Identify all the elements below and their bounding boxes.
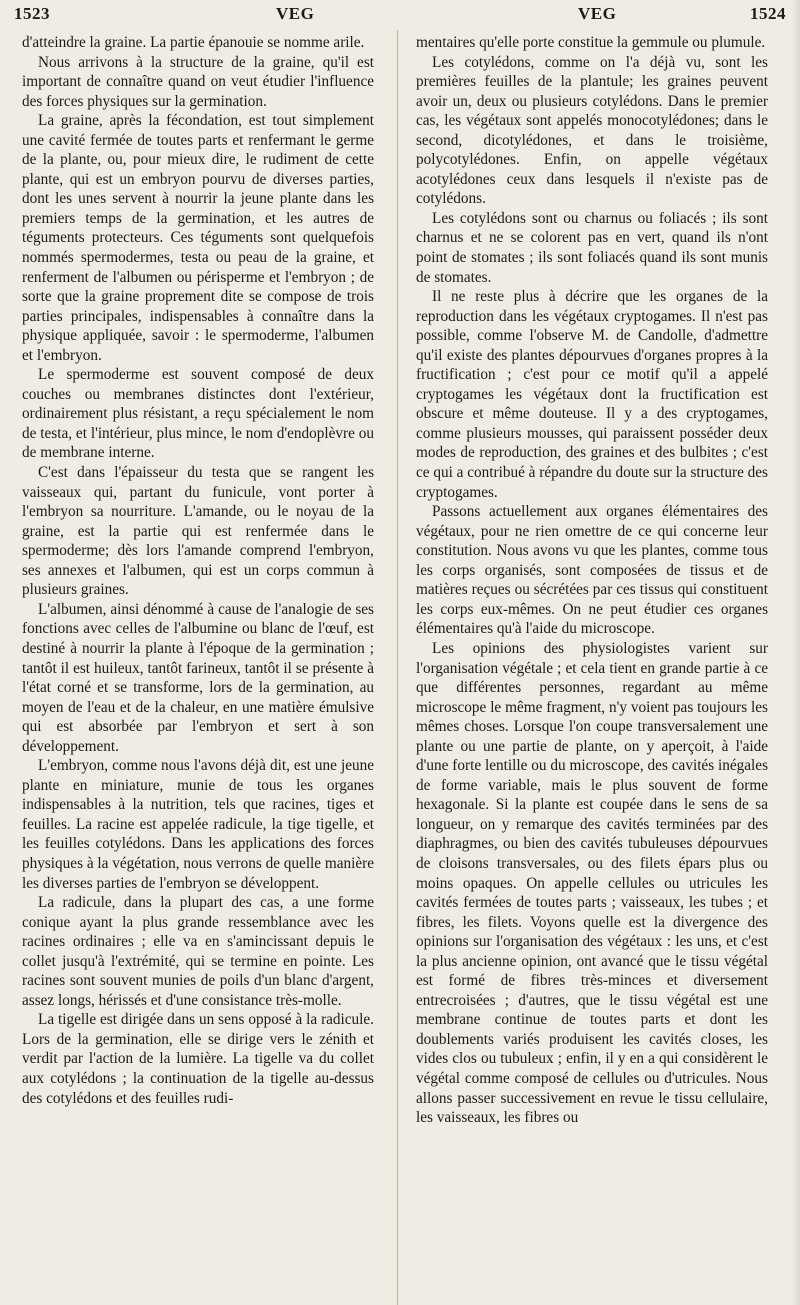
- paragraph: Les opinions des physiologistes varient sur l'organisation végétale ; et cela tient en grande partie à ce que différentes personnes, regardant au même microscope le même fragment, n'y voient pas toujours les mêmes choses. Lorsque l'on coupe transversalement une plante ou une partie de plante, on y aperçoit, à l'aide d'une forte lentille ou du microscope, des cavités inégales de forme variable, mais le plus souvent de forme hexagonale. Si la plante est coupée dans le sens de sa longueur, on y remarque des cavités terminées par des diaphragmes, ou bien des cavités tubuleuses dépourvues de cloisons transversales, ou des filets épars plus ou moins opaques. On appelle cellules ou utricules les cavités fermées de toutes parts ; vaisseaux, les tubes ; et fibres, les filets. Voyons quelle est la divergence des opinions sur l'organisation des végétaux : les uns, et c'est la plus ancienne opinion, ont avancé que le tissu végétal est formé de fibres très-minces et diversement entrecroisées ; d'autres, que le tissu végétal est une membrane continue de toutes parts et dont les doublements variés produisent les cavités closes, les vides clos ou tubuleux ; enfin, il y en a qui considèrent le végétal comme composé de cellules ou d'utricules. Nous allons passer successivement en revue le tissu cellulaire, les vaisseaux, les fibres ou: [416, 639, 768, 1127]
- left-guide-word: VEG: [276, 4, 315, 23]
- right-page-number: 1524: [750, 4, 786, 23]
- page-edge-shadow: [792, 0, 800, 1305]
- column-divider: [397, 30, 398, 1305]
- paragraph: mentaires qu'elle porte constitue la gemmule ou plumule.: [416, 34, 766, 51]
- paragraph: Les cotylédons, comme on l'a déjà vu, sont les premières feuilles de la plantule; les graines peuvent avoir un, deux ou plusieurs cotylédons. Dans le premier cas, les végétaux sont appelés monocotylédones; dans le second, dicotylédones, et dans le troisième, polycotylédones. Enfin, on appelle végétaux acotylédones ceux dans lesquels il n'existe pas de cotylédons.: [416, 53, 768, 208]
- paragraph: Les cotylédons sont ou charnus ou foliacés ; ils sont charnus et ne se colorent pas en vert, quand ils n'ont point de stomates ; ils sont foliacés quand ils sont munis de stomates.: [416, 209, 768, 286]
- paragraph: L'albumen, ainsi dénommé à cause de l'analogie de ses fonctions avec celles de l'albumine ou blanc de l'œuf, est destiné à nourrir la plante à l'époque de la germination ; tantôt il est huileux, tantôt farineux, tantôt il se présente à l'état corné et se transforme, lors de la germination, au moyen de l'eau et de la chaleur, en une matière émulsive qui est absorbée par l'embryon et sert à son développement.: [22, 600, 374, 755]
- paragraph: Passons actuellement aux organes élémentaires des végétaux, pour ne rien omettre de ce qui concerne leur constitution. Nous avons vu que les plantes, comme tous les corps organisés, sont composées de tissus et de matières reçues ou sécrétées par ces tissus qui constituent les corps eux-mêmes. On ne peut étudier ces organes élémentaires qu'à l'aide du microscope.: [416, 503, 768, 638]
- left-column: [22, 33, 374, 1108]
- paragraph: La tigelle est dirigée dans un sens opposé à la radicule. Lors de la germination, elle se dirige vers le zénith et verdit par l'action de la lumière. La tigelle va du collet aux cotylédons ; la continuation de la tigelle au-dessus des cotylédons et des feuilles rudi-: [22, 1011, 374, 1107]
- paragraph: d'atteindre la graine. La partie épanouie se nomme arile.: [22, 34, 365, 51]
- paragraph: C'est dans l'épaisseur du testa que se rangent les vaisseaux qui, partant du funicule, vont porter à l'embryon sa nourriture. L'amande, ou le noyau de la graine, est la partie qui est renfermée dans le spermoderme; dès lors l'amande comprend l'embryon, ses annexes et l'albumen, qui est un corps commun à plusieurs graines.: [22, 464, 374, 599]
- paragraph: La radicule, dans la plupart des cas, a une forme conique ayant la plus grande ressemblance avec les racines ordinaires ; elle va en s'amincissant depuis le collet jusqu'à l'extrémité, qui se termine en pointe. Les racines sont souvent munies de poils d'un blanc d'argent, assez longs, hérissés et d'une consistance très-molle.: [22, 894, 374, 1009]
- paragraph: L'embryon, comme nous l'avons déjà dit, est une jeune plante en miniature, munie de tous les organes indispensables à la nutrition, tels que racines, tiges et feuilles. La racine est appelée radicule, la tige tigelle, et les feuilles cotylédons. Dans les applications des forces physiques à la végétation, nous verrons de quelle manière les diverses parties de l'embryon se développent.: [22, 757, 374, 892]
- paragraph: Il ne reste plus à décrire que les organes de la reproduction dans les végétaux cryptogames. Il n'est pas possible, comme l'observe M. de Candolle, d'admettre qu'il existe des plantes dépourvues d'organes propres à la fructification ; c'est pour ce motif qu'il a appelé cryptogames les végétaux dont la fructification est obscure et même douteuse. Il y a des cryptogames, comme plusieurs mousses, qui paraissent posséder deux modes de reproduction, des graines et des bulbites ; c'est ce qui a contribué à répandre du doute sur la structure des cryptogames.: [416, 288, 768, 501]
- running-header: [14, 4, 786, 30]
- right-guide-word: VEG: [578, 4, 617, 23]
- right-column: [416, 33, 768, 1128]
- left-page-number: 1523: [14, 4, 50, 23]
- paragraph: Le spermoderme est souvent composé de deux couches ou membranes distinctes dont l'extérieur, ordinairement plus résistant, a reçu spécialement le nom de testa, et l'intérieur, plus mince, le nom d'endoplèvre ou de membrane interne.: [22, 366, 374, 462]
- paragraph: La graine, après la fécondation, est tout simplement une cavité fermée de toutes parts et renfermant le germe de la plante, ou, pour mieux dire, le rudiment de cette plante, qui est un embryon pourvu de diverses parties, dont les unes servent à nourrir la jeune plante dans les premiers temps de la germination, et les autres de téguments protecteurs. Ces téguments sont quelquefois nommés spermodermes, testa ou peau de la graine, et renferment de l'albumen ou périsperme et l'embryon ; de sorte que la graine proprement dite se compose de trois parties principales, indispensables à connaître dans la physique appliquée, savoir : le spermoderme, l'albumen et l'embryon.: [22, 112, 374, 364]
- paragraph: Nous arrivons à la structure de la graine, qu'il est important de connaître quand on veut étudier l'influence des forces physiques sur la germination.: [22, 53, 374, 110]
